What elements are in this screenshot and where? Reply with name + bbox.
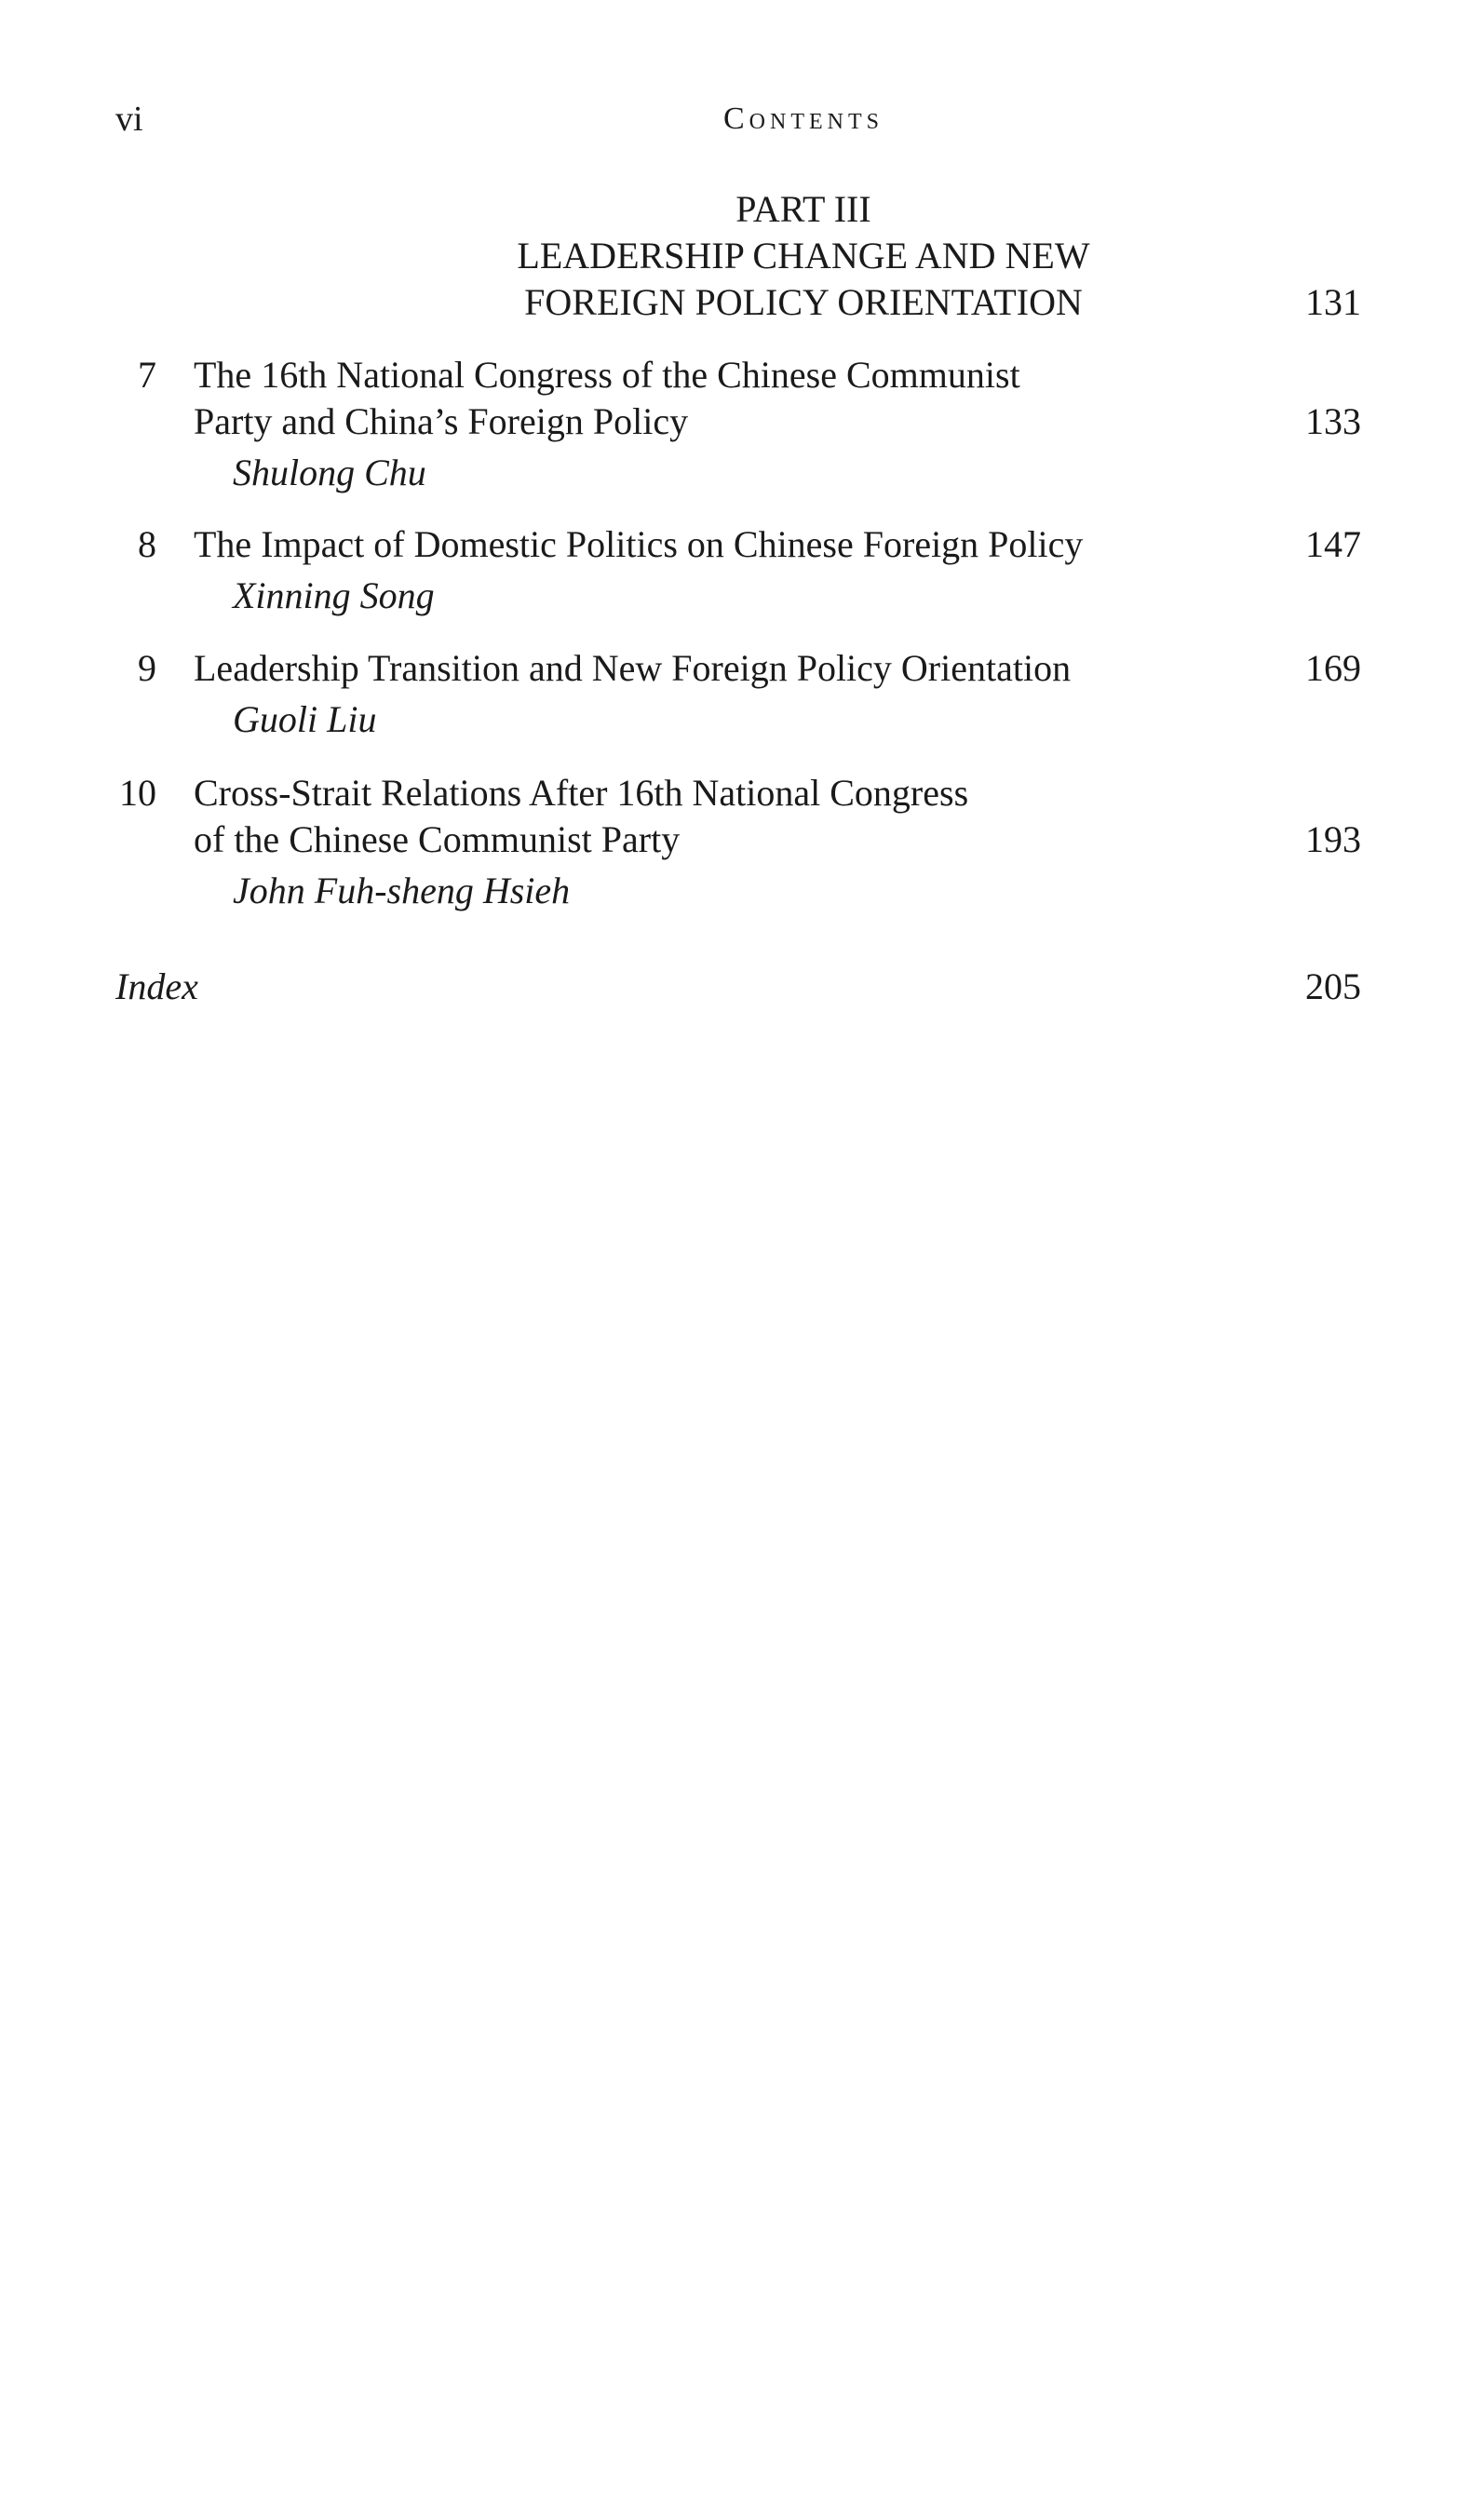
toc-entry-chapter-10[interactable] xyxy=(115,770,1361,919)
part-heading xyxy=(115,186,1361,326)
part-title-line-2: FOREIGN POLICY ORIENTATION xyxy=(524,281,1083,323)
running-head-title: Contents xyxy=(722,101,884,136)
chapter-page-number: 133 xyxy=(1305,400,1361,442)
page-folio: vi xyxy=(115,100,143,139)
chapter-title-line-1: Leadership Transition and New Foreign Policy Orientation xyxy=(194,647,1072,689)
chapter-title-line-2: Party and China’s Foreign Policy xyxy=(194,400,689,442)
toc-entry-index[interactable] xyxy=(115,964,1361,1010)
chapter-number: 7 xyxy=(138,354,156,396)
part-title-line-1: LEADERSHIP CHANGE AND NEW xyxy=(517,235,1090,277)
chapter-page-number: 169 xyxy=(1305,647,1361,689)
chapter-author: Guoli Liu xyxy=(233,698,377,740)
chapter-title-line-1: The Impact of Domestic Politics on Chinese Foreign Policy xyxy=(194,523,1084,565)
chapter-page-number: 147 xyxy=(1305,523,1361,565)
chapter-number: 8 xyxy=(138,523,156,565)
chapter-title-line-1: Cross-Strait Relations After 16th National Congress xyxy=(194,772,969,814)
part-page-number: 131 xyxy=(1305,281,1361,323)
chapter-page-number: 193 xyxy=(1305,818,1361,860)
chapter-author: John Fuh-sheng Hsieh xyxy=(233,870,571,911)
part-label: PART III xyxy=(735,188,871,230)
toc-entry-chapter-9[interactable] xyxy=(115,645,1361,748)
chapter-title-line-1: The 16th National Congress of the Chinese Communist xyxy=(194,354,1020,396)
chapter-author: Shulong Chu xyxy=(233,452,426,493)
toc-entry-chapter-8[interactable] xyxy=(115,521,1361,624)
chapter-number: 10 xyxy=(119,772,156,814)
running-head xyxy=(115,97,1361,142)
chapter-author: Xinning Song xyxy=(233,574,435,616)
toc-entry-chapter-7[interactable] xyxy=(115,352,1361,501)
chapter-number: 9 xyxy=(138,647,156,689)
chapter-title-line-2: of the Chinese Communist Party xyxy=(194,818,681,860)
index-page-number: 205 xyxy=(1305,965,1361,1007)
index-label: Index xyxy=(115,965,198,1007)
